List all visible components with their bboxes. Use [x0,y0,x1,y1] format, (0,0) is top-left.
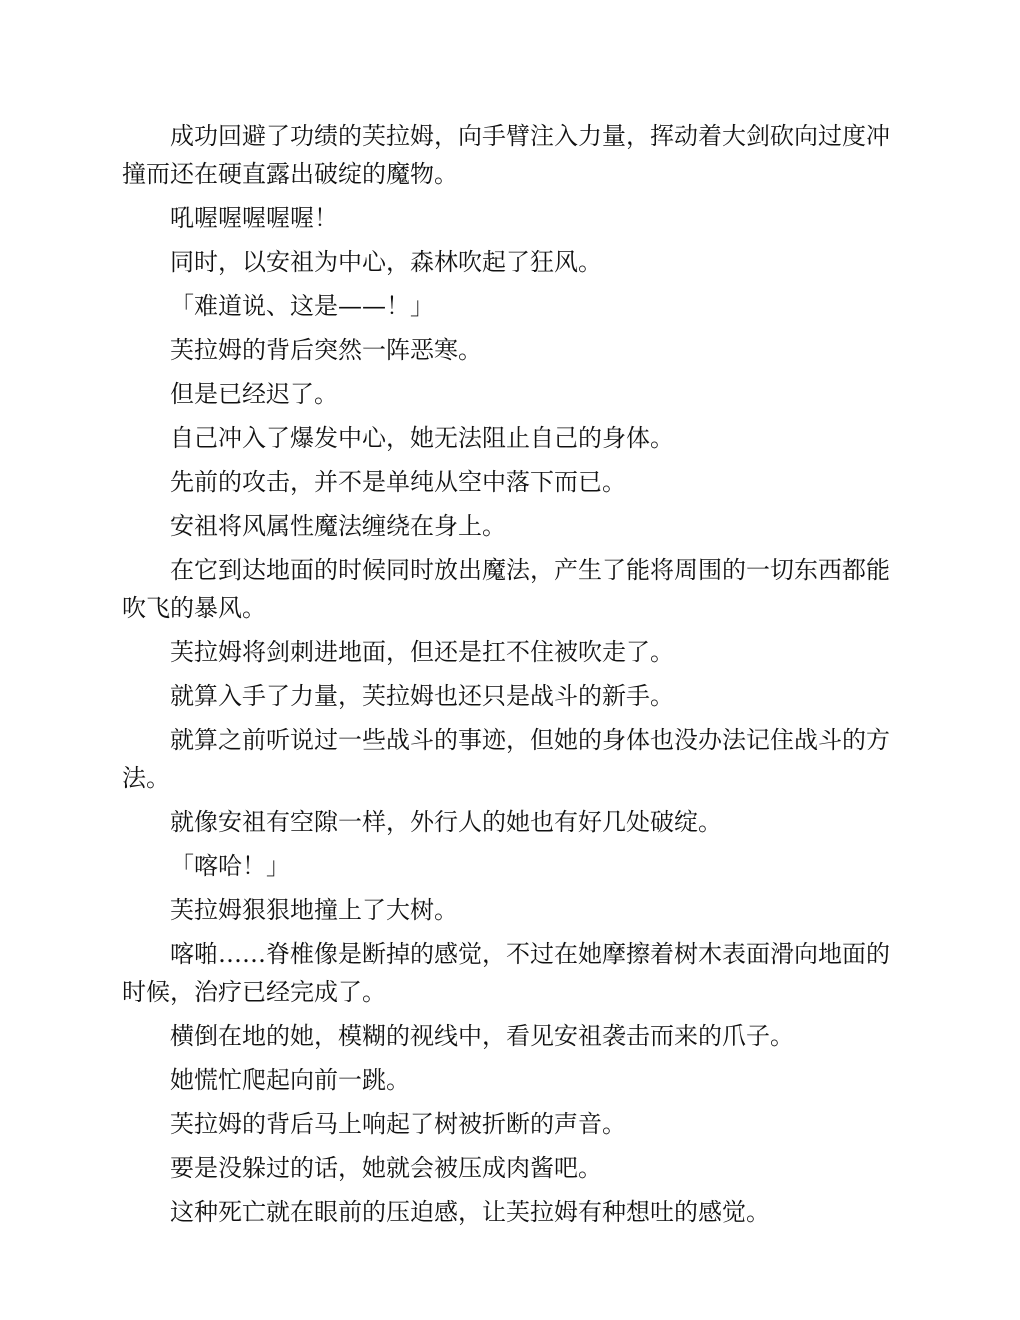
paragraph: 这种死亡就在眼前的压迫感，让芙拉姆有种想吐的感觉。 [170,1198,770,1226]
body-text [122,117,898,1237]
paragraph: 「难道说、这是——！」 [170,292,434,320]
paragraph: 在它到达地面的时候同时放出魔法，产生了能将周围的一切东西都能吹飞的暴风。 [122,556,890,622]
paragraph: 芙拉姆的背后马上响起了树被折断的声音。 [170,1110,626,1138]
paragraph: 先前的攻击，并不是单纯从空中落下而已。 [170,468,626,496]
paragraph: 芙拉姆的背后突然一阵恶寒。 [170,336,482,364]
paragraph: 要是没躲过的话，她就会被压成肉酱吧。 [170,1154,602,1182]
paragraph: 喀啪……脊椎像是断掉的感觉，不过在她摩擦着树木表面滑向地面的时候，治疗已经完成了。 [122,940,890,1006]
paragraph: 她慌忙爬起向前一跳。 [170,1066,410,1094]
paragraph: 吼喔喔喔喔喔！ [170,204,338,232]
paragraph: 就算之前听说过一些战斗的事迹，但她的身体也没办法记住战斗的方法。 [122,726,890,792]
paragraph: 芙拉姆将剑刺进地面，但还是扛不住被吹走了。 [170,638,674,666]
paragraph: 就像安祖有空隙一样，外行人的她也有好几处破绽。 [170,808,722,836]
paragraph: 成功回避了功绩的芙拉姆，向手臂注入力量，挥动着大剑砍向过度冲撞而还在硬直露出破绽的魔物。 [122,122,890,188]
paragraph: 「喀哈！」 [170,852,290,880]
paragraph: 安祖将风属性魔法缠绕在身上。 [170,512,506,540]
paragraph: 但是已经迟了。 [170,380,338,408]
paragraph: 同时，以安祖为中心，森林吹起了狂风。 [170,248,602,276]
paragraph: 自己冲入了爆发中心，她无法阻止自己的身体。 [170,424,674,452]
paragraph: 就算入手了力量，芙拉姆也还只是战斗的新手。 [170,682,674,710]
paragraph: 横倒在地的她，模糊的视线中，看见安祖袭击而来的爪子。 [170,1022,794,1050]
paragraph: 芙拉姆狠狠地撞上了大树。 [170,896,458,924]
